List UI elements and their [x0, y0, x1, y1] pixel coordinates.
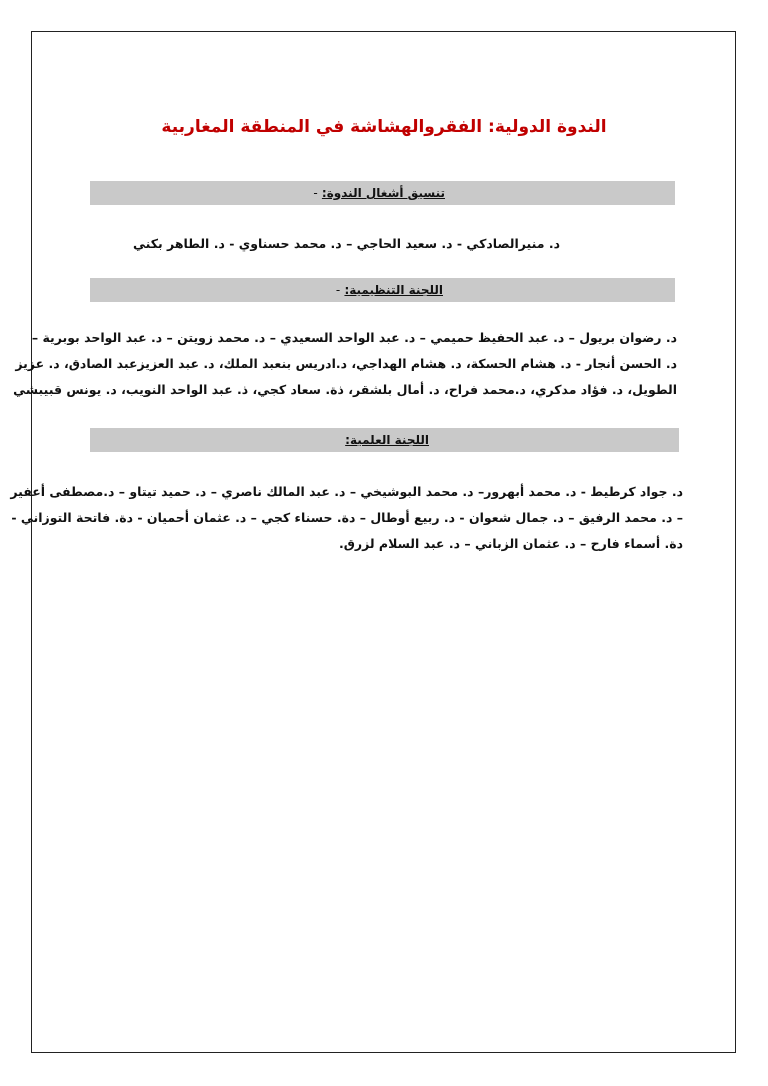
organizing-line: د. الحسن أنجار - د. هشام الحسكة، د. هشام الهداجي، د.ادريس بنعبد الملك، د. عبد العزيزعبد الصادق، د. عزيز [15, 356, 677, 371]
organizing-paragraph [13, 325, 677, 403]
coordination-line: د. منيرالصادكي - د. سعيد الحاجي – د. محمد حسناوي - د. الطاهر بكني [132, 236, 560, 251]
organizing-line: الطويل، د. فؤاد مدكري، د.محمد فراح، د. أمال بلشقر، ذة. سعاد كجي، ذ. عبد الواحد النويب، د. يونس قبيبشي [13, 382, 677, 397]
coordination-heading: تنسيق أشغال الندوة: [321, 186, 445, 200]
organizing-line: د. رضوان بريول – د. عبد الحفيظ حميمي – د. عبد الواحد السعيدي – د. محمد زويتن – د. عبد الواحد بوبرية – [31, 330, 677, 345]
coordination-paragraph [132, 231, 560, 257]
scientific-section-header [90, 428, 679, 452]
coordination-list-dash: - [313, 186, 318, 200]
scientific-line: دة. أسماء فارح – د. عثمان الزباني – د. عبد السلام لزرق. [338, 536, 683, 551]
organizing-section-header [90, 278, 675, 302]
scientific-line: د. جواد كرطيط - د. محمد أبهرور– د. محمد البوشيخي – د. عبد المالك ناصري – د. حميد تيتاو – د.مصطفى أعفير [10, 484, 683, 499]
scientific-heading: اللجنة العلمية: [345, 433, 429, 447]
scientific-line: – د. محمد الرفيق – د. جمال شعوان - د. ربيع أوطال – دة. حسناء كجي – د. عثمان أحميان - دة. فاتحة التوزاني - [11, 510, 683, 525]
organizing-heading: اللجنة التنظيمية: [344, 283, 443, 297]
organizing-list-dash: - [335, 283, 341, 297]
scientific-paragraph [10, 479, 683, 557]
document-title: الندوة الدولية: الفقروالهشاشة في المنطقة المغاربية [161, 117, 607, 137]
coordination-section-header [90, 181, 675, 205]
